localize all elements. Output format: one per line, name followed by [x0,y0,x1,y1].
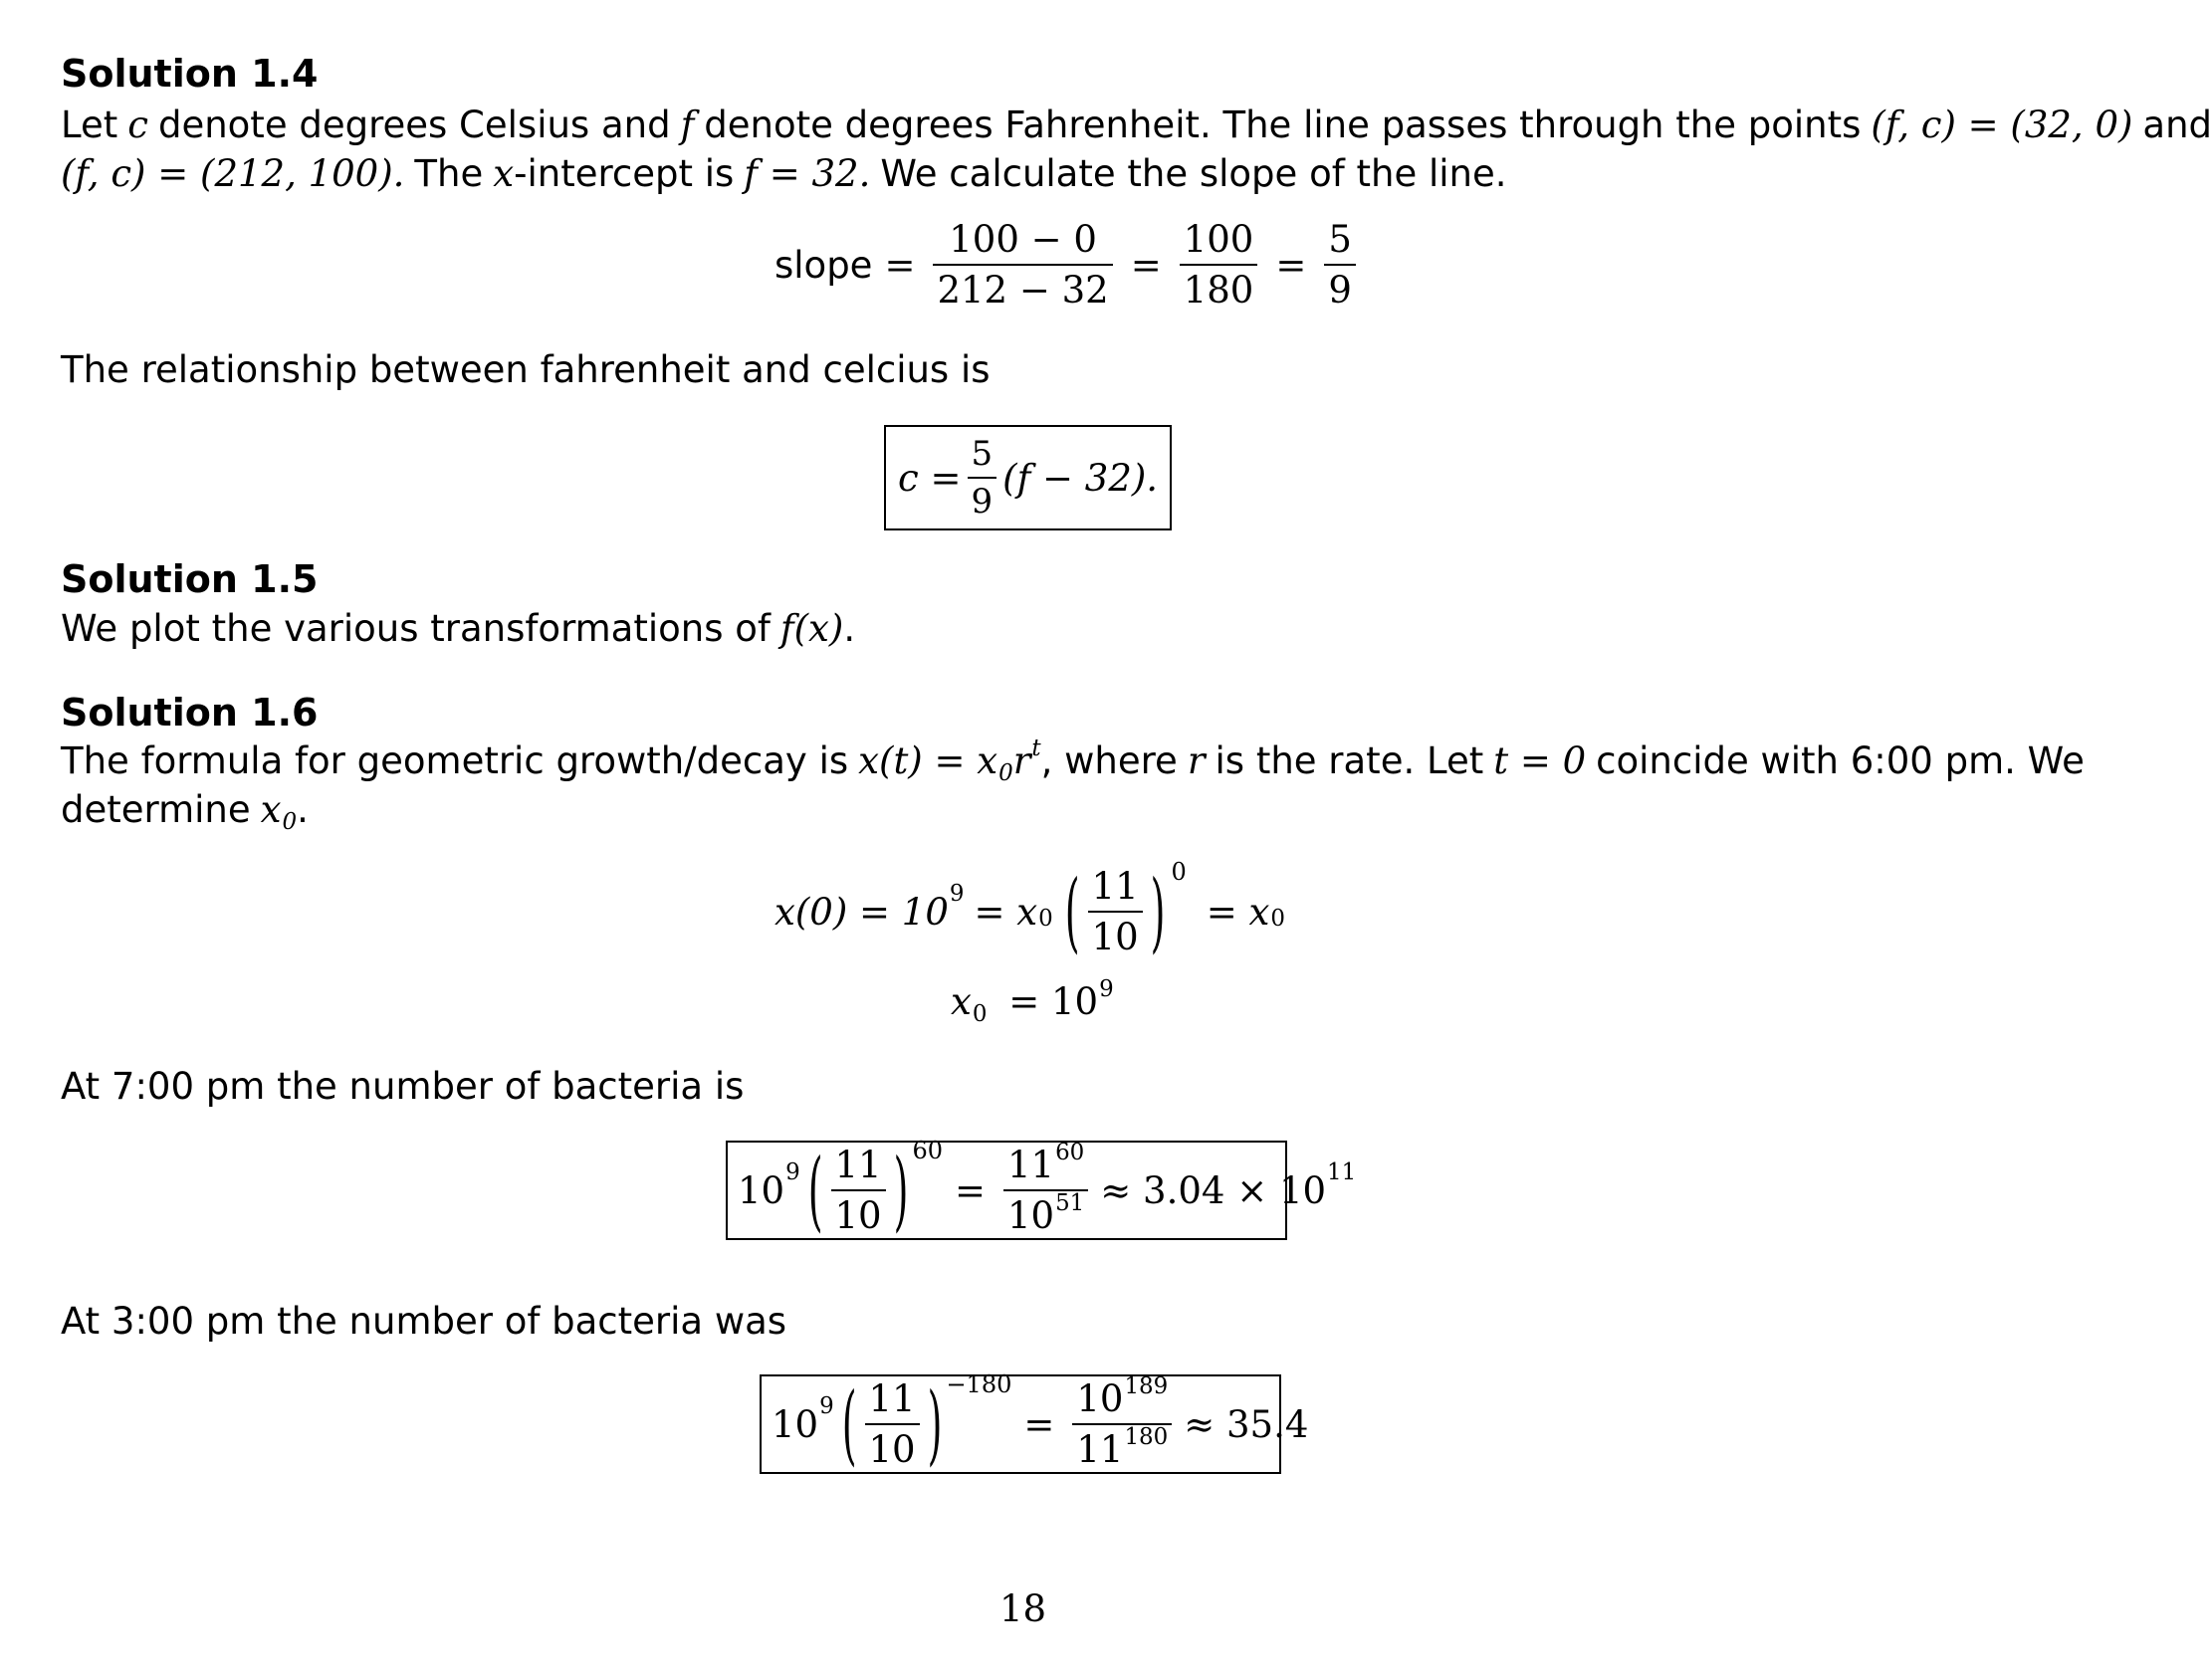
math-r: r [1187,739,1206,782]
solution-1-6-paragraph-line-1 [61,735,2085,786]
rate: r [1012,739,1031,782]
text: -intercept is [514,152,735,195]
math-t-eq-0: t = 0 [1493,739,1587,782]
text: denote degrees Celsius and [157,104,671,146]
equals-sign: = [1275,243,1307,287]
math-point-2: (f, c) = (212, 100). [61,152,405,195]
numerator: 5 [971,434,994,474]
fraction [1072,1372,1172,1471]
numerator: 5 [1328,218,1352,261]
text: The formula for geometric growth/decay is [61,739,849,782]
denominator [1072,1423,1172,1471]
math-x0 [260,788,298,835]
text: is the rate. Let [1215,739,1484,782]
equals-sign: = [1130,243,1162,287]
exponent: 0 [1171,858,1187,886]
denominator: 180 [1180,264,1258,309]
math-f-of-x: f(x) [779,607,844,650]
three-pm-text: At 3:00 pm the number of bacteria was [61,1300,787,1343]
fraction [1324,218,1356,312]
exponent: 9 [819,1392,834,1419]
text: We calculate the slope of the line. [880,152,1507,195]
text: We plot the various transformations of [61,607,771,650]
boxed-three-pm-result [760,1370,1309,1475]
denominator: 212 − 32 [933,264,1112,309]
superscript: t [1031,735,1041,761]
exponent: 189 [1124,1372,1169,1399]
base: 11 [1007,1144,1055,1186]
formula-lhs: c = [898,456,962,500]
fraction [933,218,1112,312]
exponent: −180 [946,1370,1012,1398]
text: coincide with 6:00 pm. We [1596,739,2085,782]
solution-1-5-heading: Solution 1.5 [61,557,319,601]
slope-equation [774,218,1362,312]
exponent: 9 [1099,975,1114,1002]
base: 10 [1007,1194,1055,1237]
subscript: 0 [972,1000,988,1027]
text: The [414,152,484,195]
solution-1-4-paragraph-line-2 [61,152,1507,195]
denominator: 9 [968,477,997,519]
right-paren: ) [893,1140,909,1241]
left-paren: ( [807,1140,823,1241]
right-paren: ) [1150,861,1166,962]
solution-1-6-paragraph-line-2 [61,788,309,835]
numerator: 11 [1091,865,1139,908]
subscript: 0 [1270,905,1285,932]
formula-lhs: x(t) = x [858,739,998,782]
page-number: 18 [999,1587,1047,1630]
equals-sign: = [1023,1402,1055,1446]
math-point-1: (f, c) = (32, 0) [1871,104,2133,146]
right-paren: ) [927,1373,943,1475]
exponent: 60 [912,1137,943,1164]
base: 10 [1076,1377,1124,1420]
fraction [1180,218,1258,312]
subscript: 0 [1038,905,1053,932]
eq-mid: = x [974,890,1038,934]
solution-1-6-heading: Solution 1.6 [61,691,319,735]
formula-rhs: (f − 32). [1002,456,1159,500]
denominator: 10 [865,1423,920,1468]
fraction [865,1377,920,1471]
numerator: 100 [1183,218,1254,261]
math-c: c [127,104,148,146]
boxed-celsius-formula [884,425,1172,530]
math-formula [858,735,1041,786]
math-f-eq-32: f = 32. [744,152,871,195]
boxed-seven-pm-result [726,1137,1357,1241]
relationship-text: The relationship between fahrenheit and celcius is [61,348,991,391]
x: x [260,788,282,831]
subscript: 0 [998,759,1013,786]
text: and [2142,104,2212,146]
equals-sign: = [954,1168,986,1212]
seven-pm-text: At 7:00 pm the number of bacteria is [61,1065,745,1108]
eq-rhs: = 10 [1008,980,1099,1023]
numerator: 100 − 0 [949,218,1097,261]
exponent: 11 [1327,1158,1357,1185]
text: , where [1040,739,1178,782]
x0-equation [951,975,1114,1027]
denominator: 10 [831,1189,886,1234]
eq-rhs: = x [1206,890,1270,934]
base: 10 [772,1402,819,1446]
subscript: 0 [282,808,298,835]
fraction [1003,1139,1088,1237]
numerator [1072,1372,1172,1423]
math-x: x [493,152,515,195]
approximation: ≈ 3.04 × 10 [1100,1168,1327,1212]
initial-value-equation [774,858,1285,962]
math-f: f [680,104,695,146]
text: determine [61,788,251,831]
slope-label: slope [774,243,873,287]
denominator: 10 [1088,911,1143,955]
solution-1-5-paragraph [61,607,855,650]
denominator: 9 [1324,264,1356,309]
exponent: 180 [1124,1423,1169,1450]
numerator [1003,1139,1088,1189]
text: Let [61,104,118,146]
solution-1-4-paragraph-line-1 [61,104,2212,146]
text: denote degrees Fahrenheit. The line passes through the points [704,104,1862,146]
exponent: 51 [1055,1189,1085,1216]
numerator: 11 [834,1144,882,1186]
fraction [1088,865,1143,958]
base: 11 [1076,1428,1124,1471]
base: 10 [738,1168,785,1212]
fraction [831,1144,886,1237]
exponent: 9 [949,880,965,907]
eq-lhs: x(0) = 10 [774,890,949,934]
text: . [843,607,856,650]
approximation: ≈ 35.4 [1184,1402,1309,1446]
fraction [968,434,997,522]
left-paren: ( [1064,861,1080,962]
numerator: 11 [868,1377,916,1420]
eq-lhs: x [951,980,972,1023]
exponent: 60 [1055,1139,1085,1165]
equals-sign: = [884,243,916,287]
dot: . [297,788,309,831]
denominator [1003,1189,1088,1237]
exponent: 9 [785,1158,800,1185]
left-paren: ( [841,1373,857,1475]
solution-1-4-heading: Solution 1.4 [61,52,319,96]
